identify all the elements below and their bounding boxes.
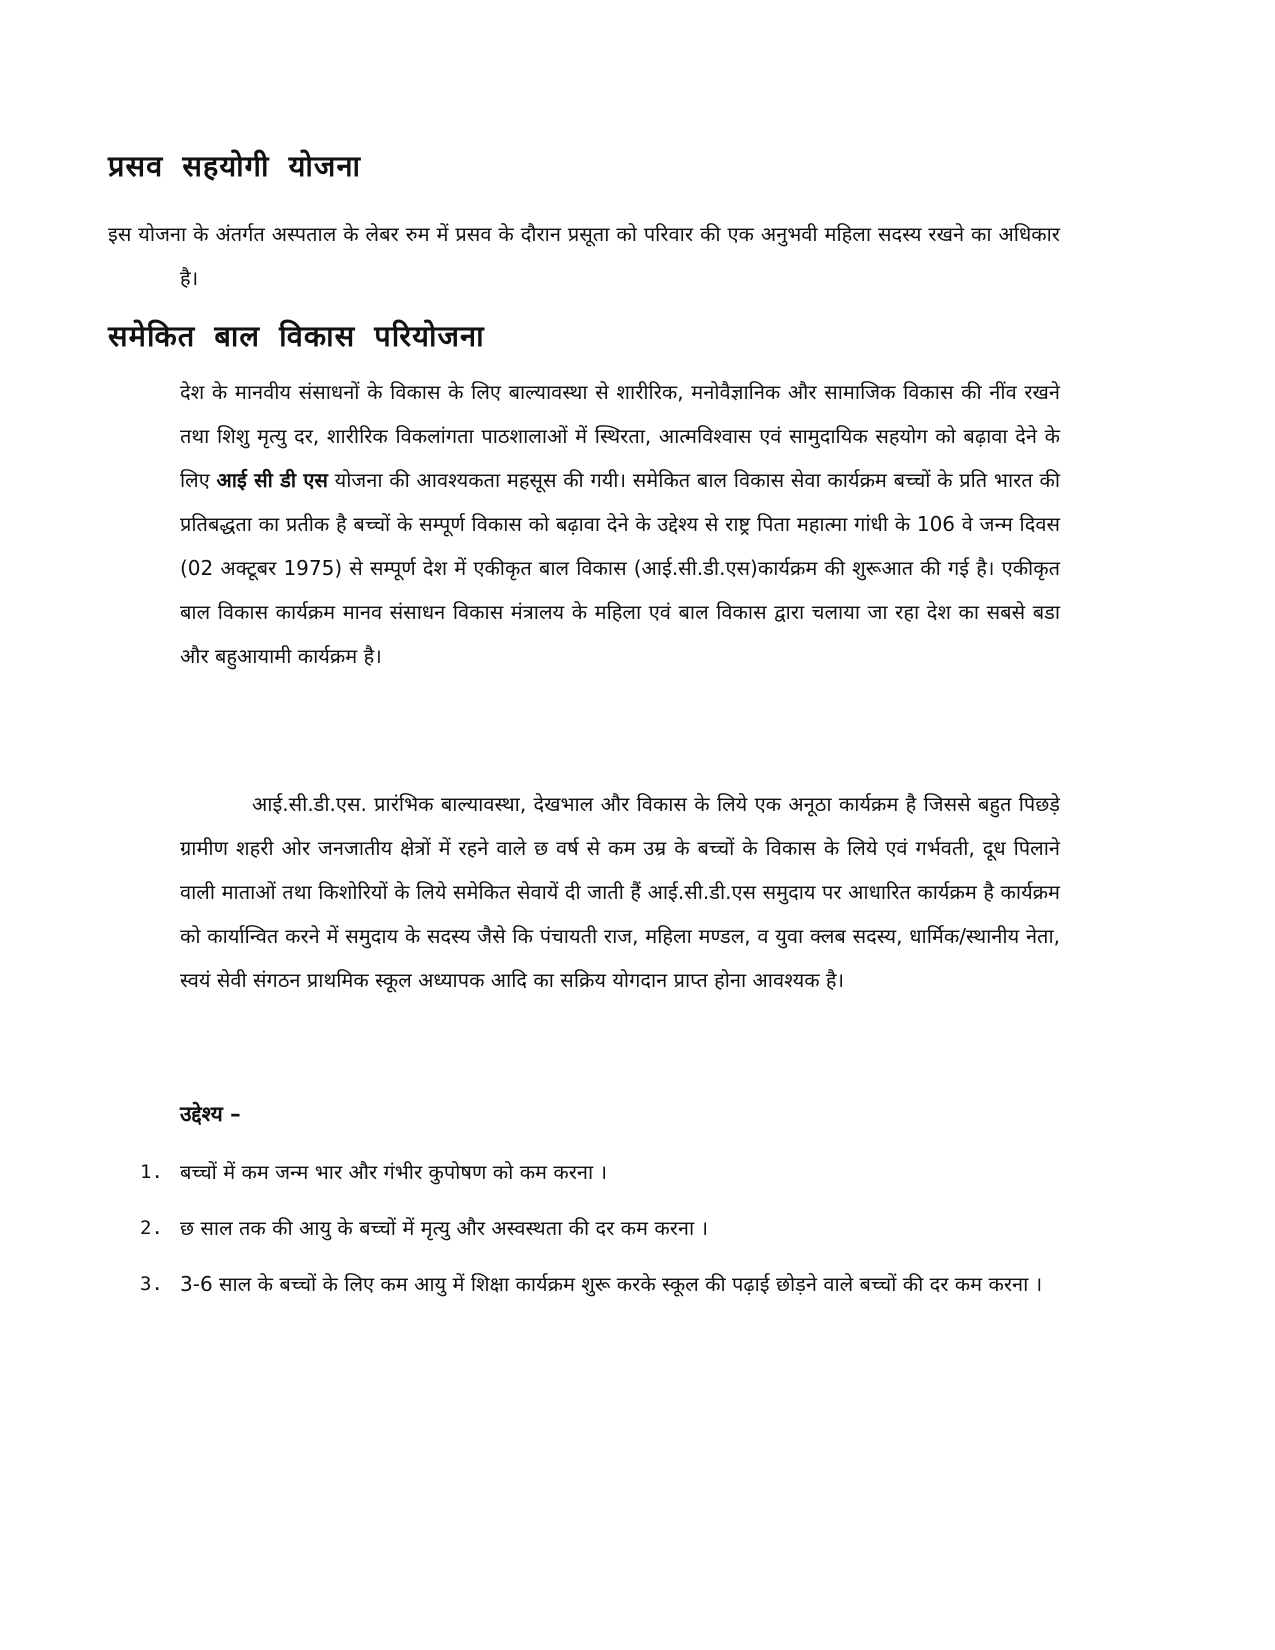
- icds-paragraph-1: [180, 370, 1060, 678]
- icds-paragraph-1-part-a: देश के मानवीय संसाधनों के विकास के लिए बाल्यावस्था से शारीरिक, मनोवैज्ञानिक और सामाजिक विकास की नींव रखने तथा शिशु मृत्यु दर, शारीरिक विकलांगता पाठशालाओं में स्थिरता, आत्मविश्वास एवं सामुदायिक सहयोग को बढ़ावा देने के लिए: [180, 380, 1060, 492]
- objective-number: 3.: [140, 1273, 163, 1295]
- icds-bold-term: आई सी डी एस: [216, 468, 328, 492]
- objectives-list: [140, 1150, 1060, 1318]
- objective-item: [140, 1206, 1060, 1250]
- section-paragraph-prasav-sahyogi: इस योजना के अंतर्गत अस्पताल के लेबर रुम में प्रसव के दौरान प्रसूता को परिवार की एक अनुभवी महिला सदस्य रखने का अधिकार है।: [108, 222, 1060, 290]
- section-heading-icds: समेकित बाल विकास परियोजना: [108, 319, 485, 353]
- section-heading-prasav-sahyogi: प्रसव सहयोगी योजना: [108, 149, 362, 183]
- objective-number: 1.: [140, 1161, 163, 1183]
- icds-paragraph-2: आई.सी.डी.एस. प्रारंभिक बाल्यावस्था, देखभाल और विकास के लिये एक अनूठा कार्यक्रम है जिससे बहुत पिछड़े ग्रामीण शहरी ओर जनजातीय क्षेत्रों में रहने वाले छ वर्ष से कम उम्र के बच्चों के विकास के लिये एवं गर्भवती, दूध पिलाने वाली माताओं तथा किशोरियों के लिये समेकित सेवायें दी जाती हैं आई.सी.डी.एस समुदाय पर आधारित कार्यक्रम है कार्यक्रम को कार्यान्वित करने में समुदाय के सदस्य जैसे कि पंचायती राज, महिला मण्डल, व युवा क्लब सदस्य, धार्मिक/स्थानीय नेता, स्वयं सेवी संगठन प्राथमिक स्कूल अध्यापक आदि का सक्रिय योगदान प्राप्त होना आवश्यक है।: [180, 792, 1061, 992]
- objective-number: 2.: [140, 1217, 163, 1239]
- objective-item: [140, 1262, 1060, 1306]
- objective-text: बच्चों में कम जन्म भार और गंभीर कुपोषण को कम करना ।: [180, 1160, 608, 1184]
- icds-paragraph-1-part-b: योजना की आवश्यकता महसूस की गयी। समेकित बाल विकास सेवा कार्यक्रम बच्चों के प्रति भारत की प्रतिबद्धता का प्रतीक है बच्चों के सम्पूर्ण विकास को बढ़ावा देने के उद्देश्य से राष्ट्र पिता महात्मा गांधी के 106 वे जन्म दिवस (02 अक्टूबर 1975) से सम्पूर्ण देश में एकीकृत बाल विकास (आई.सी.डी.एस)कार्यक्रम की शुरूआत की गई है। एकीकृत बाल विकास कार्यक्रम मानव संसाधन विकास मंत्रालय के महिला एवं बाल विकास द्वारा चलाया जा रहा देश का सबसे बडा और बहुआयामी कार्यक्रम है।: [180, 468, 1061, 668]
- objective-item: [140, 1150, 1060, 1194]
- objective-text: 3-6 साल के बच्चों के लिए कम आयु में शिक्षा कार्यक्रम शुरू करके स्कूल की पढ़ाई छोड़ने वाले बच्चों की दर कम करना ।: [180, 1272, 1043, 1296]
- objective-text: छ साल तक की आयु के बच्चों में मृत्यु और अस्वस्थता की दर कम करना ।: [180, 1216, 709, 1240]
- objectives-heading: उद्देश्य –: [180, 1102, 241, 1126]
